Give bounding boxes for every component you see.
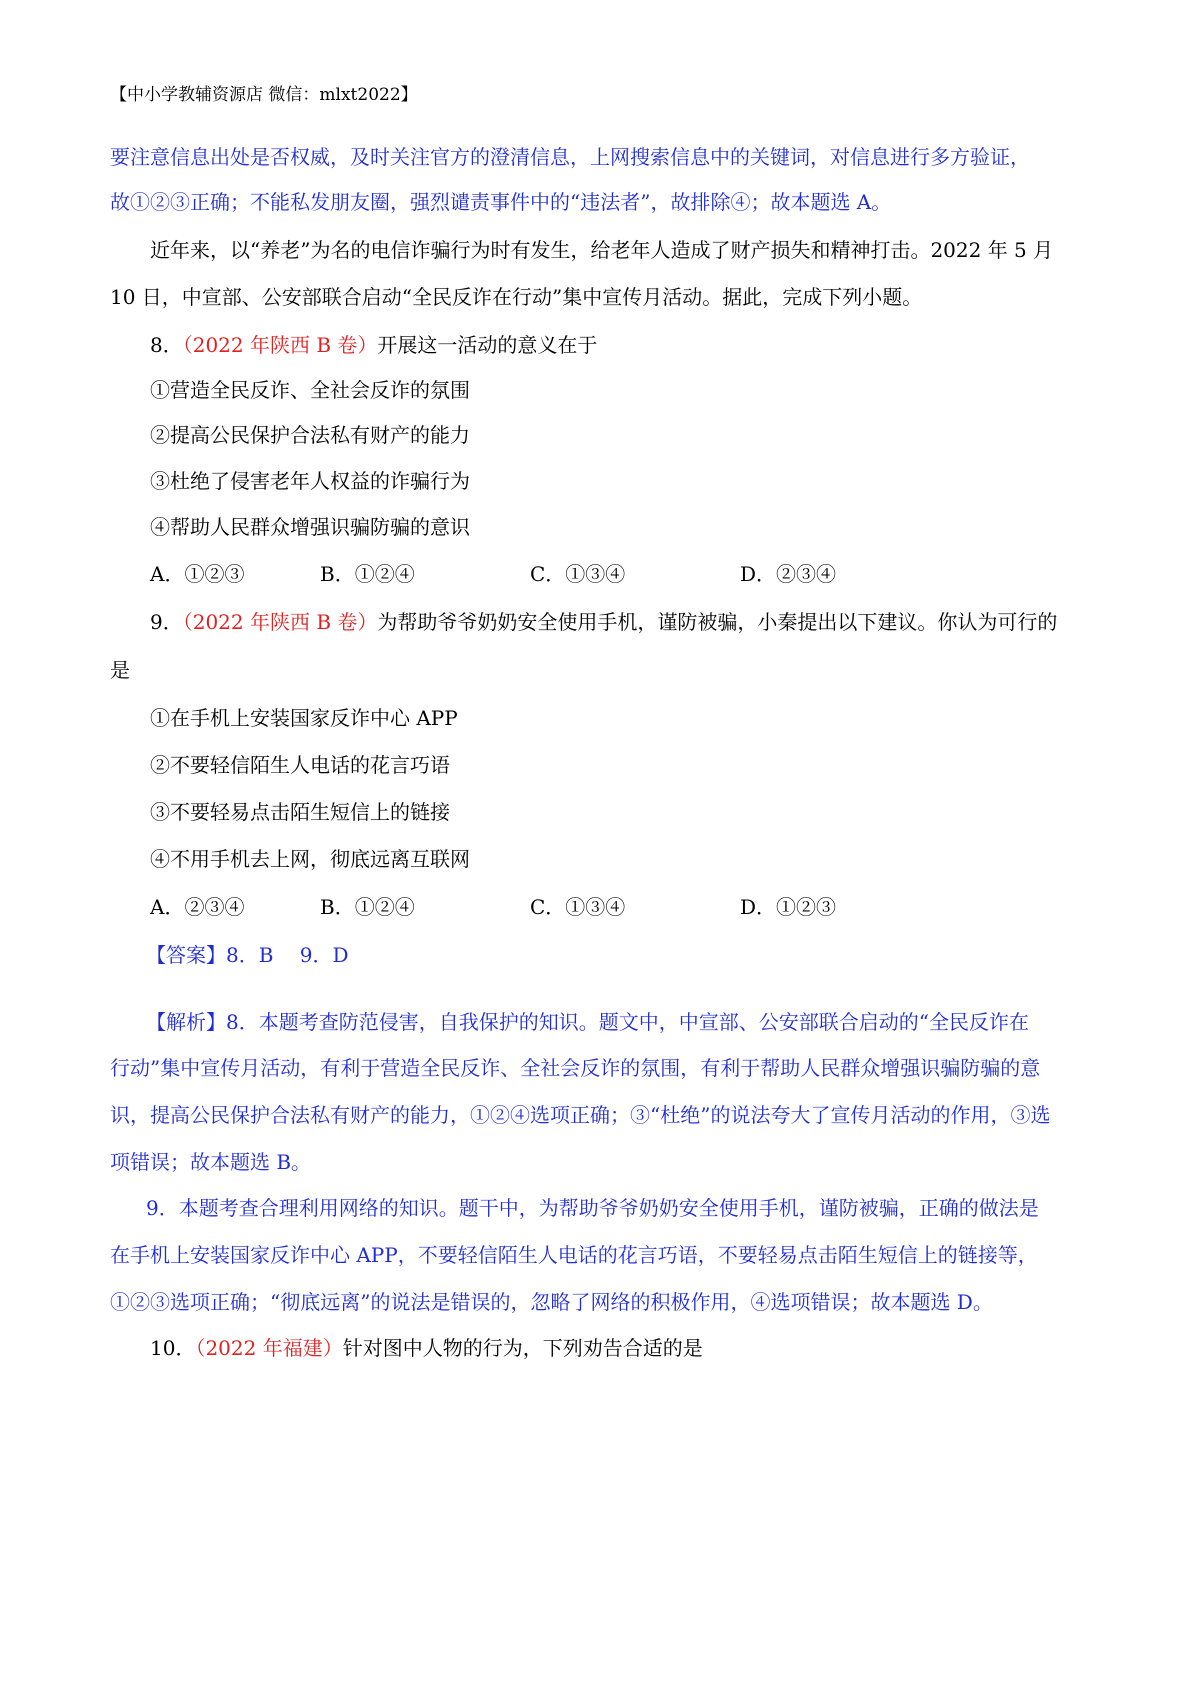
question-9-item-4: ④不用手机去上网，彻底远离互联网 [150,847,470,871]
analysis-8-line-3: 识，提高公民保护合法私有财产的能力，①②④选项正确；③“杜绝”的说法夸大了宣传月活动的作用，③选 [110,1103,1051,1127]
intro-line-2: 10 日，中宣部、公安部联合启动“全民反诈在行动”集中宣传月活动。据此，完成下列小题。 [110,285,923,309]
analysis-8-line-2: 行动”集中宣传月活动，有利于营造全民反诈、全社会反诈的氛围，有利于帮助人民群众增强识骗防骗的意 [110,1056,1041,1080]
question-8-option-b: B．①②④ [320,562,415,586]
question-9-stem [150,607,1057,637]
intro-line-1: 近年来，以“养老”为名的电信诈骗行为时有发生，给老年人造成了财产损失和精神打击。2022 年 5 月 [150,238,1054,262]
question-8-option-d: D．②③④ [740,562,837,586]
question-9-number: 9． [150,610,183,634]
question-9-source: （2022 年陕西 B 卷） [182,610,378,634]
question-8-number: 8． [150,333,183,357]
question-10-source: （2022 年福建） [195,1336,343,1360]
question-8-item-4: ④帮助人民群众增强识骗防骗的意识 [150,515,470,539]
question-8-option-c: C．①③④ [530,562,626,586]
question-10-text: 针对图中人物的行为，下列劝告合适的是 [342,1336,703,1360]
analysis-9-line-1: 9．本题考查合理利用网络的知识。题干中，为帮助爷爷奶奶安全使用手机，谨防被骗，正确的做法是 [146,1196,1039,1220]
page-header: 【中小学教辅资源店 微信：mlxt2022】 [110,85,418,105]
prev-analysis-line-2: 故①②③正确；不能私发朋友圈，强烈谴责事件中的“违法者”，故排除④；故本题选 A。 [110,190,892,214]
question-8-stem [150,330,597,360]
question-9-item-1: ①在手机上安装国家反诈中心 APP [150,706,458,730]
question-8-item-2: ②提高公民保护合法私有财产的能力 [150,423,470,447]
question-9-option-c: C．①③④ [530,895,626,919]
analysis-8-line-4: 项错误；故本题选 B。 [110,1150,312,1174]
question-9-option-d: D．①②③ [740,895,837,919]
question-8-item-1: ①营造全民反诈、全社会反诈的氛围 [150,378,470,402]
question-8-option-a: A．①②③ [150,562,245,586]
question-8-item-3: ③杜绝了侵害老年人权益的诈骗行为 [150,469,470,493]
question-8-source: （2022 年陕西 B 卷） [182,333,378,357]
question-10-number: 10． [150,1336,196,1360]
analysis-9-line-3: ①②③选项正确；“彻底远离”的说法是错误的，忽略了网络的积极作用，④选项错误；故本题选 D。 [110,1290,993,1314]
question-9-item-3: ③不要轻易点击陌生短信上的链接 [150,800,450,824]
prev-analysis-line-1: 要注意信息出处是否权威，及时关注官方的澄清信息，上网搜索信息中的关键词，对信息进行多方验证， [110,145,1030,169]
question-10-stem [150,1333,703,1363]
question-8-text: 开展这一活动的意义在于 [377,333,598,357]
question-9-option-a: A．②③④ [150,895,245,919]
question-9-text: 为帮助爷爷奶奶安全使用手机，谨防被骗，小秦提出以下建议。你认为可行的 [377,610,1058,634]
question-9-stem-continued: 是 [110,658,130,682]
question-9-option-b: B．①②④ [320,895,415,919]
analysis-8-line-1: 【解析】8．本题考查防范侵害，自我保护的知识。题文中，中宣部、公安部联合启动的“全民反诈在 [146,1010,1029,1034]
question-9-item-2: ②不要轻信陌生人电话的花言巧语 [150,753,450,777]
analysis-9-line-2: 在手机上安装国家反诈中心 APP，不要轻信陌生人电话的花言巧语，不要轻易点击陌生短信上的链接等， [110,1243,1038,1267]
answer-line: 【答案】8．B 9．D [146,943,349,967]
